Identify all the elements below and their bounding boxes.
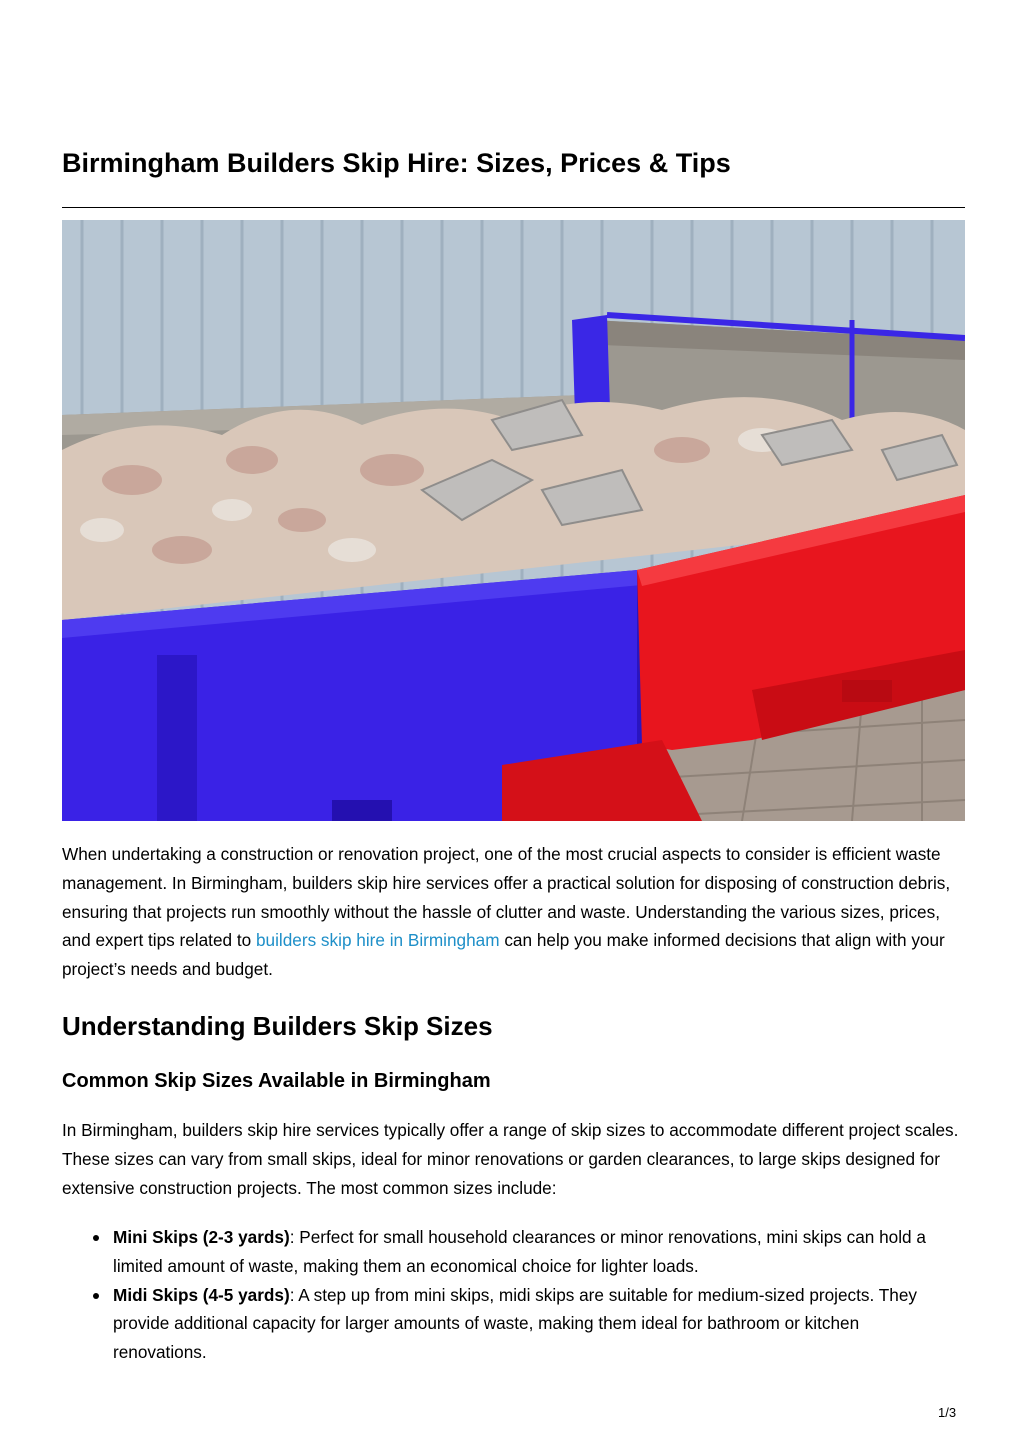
list-item-name: Midi Skips (4-5 yards) xyxy=(113,1284,290,1305)
skip-sizes-list xyxy=(62,1223,965,1367)
list-item-description: : Perfect for small household clearances or minor renovations, mini skips can hold a limited amount of waste, making them an economical choice for lighter loads. xyxy=(113,1227,926,1276)
subheading: Common Skip Sizes Available in Birmingham xyxy=(62,1070,491,1092)
sizes-paragraph: In Birmingham, builders skip hire services typically offer a range of skip sizes to accommodate different project scales. These sizes can vary from small skips, ideal for minor renovations or garden clearances, to large skips designed for extensive construction projects. The most common sizes include: xyxy=(62,1120,959,1198)
title-divider xyxy=(62,207,965,208)
intro-text-end: can help you make informed decisions that align with your project’s needs and budget. xyxy=(62,930,945,980)
bullet-icon xyxy=(93,1235,99,1241)
skip-photo xyxy=(62,220,965,821)
page-number: 1/3 xyxy=(938,1405,957,1420)
bullet-icon xyxy=(93,1293,99,1299)
list-item xyxy=(62,1281,943,1367)
intro-text: When undertaking a construction or renovation project, one of the most crucial aspects to consider is efficient waste management. In Birmingham, builders skip hire services offer a practical solution for disposing of construction debris, ensuring that projects run smoothly without the hassle of clutter and waste. Understanding the various sizes, prices, and expert tips related to xyxy=(62,844,951,951)
list-item-description: : A step up from mini skips, midi skips are suitable for medium-sized projects. They provide additional capacity for larger amounts of waste, making them ideal for bathroom or kitchen renovations. xyxy=(113,1284,917,1363)
section-heading: Understanding Builders Skip Sizes xyxy=(62,1011,493,1041)
skip-hire-link[interactable]: builders skip hire in Birmingham xyxy=(255,930,500,951)
intro-paragraph xyxy=(62,840,965,984)
list-item-name: Mini Skips (2-3 yards) xyxy=(113,1227,290,1247)
page-title: Birmingham Builders Skip Hire: Sizes, Prices & Tips xyxy=(62,148,731,178)
list-item xyxy=(62,1223,943,1281)
